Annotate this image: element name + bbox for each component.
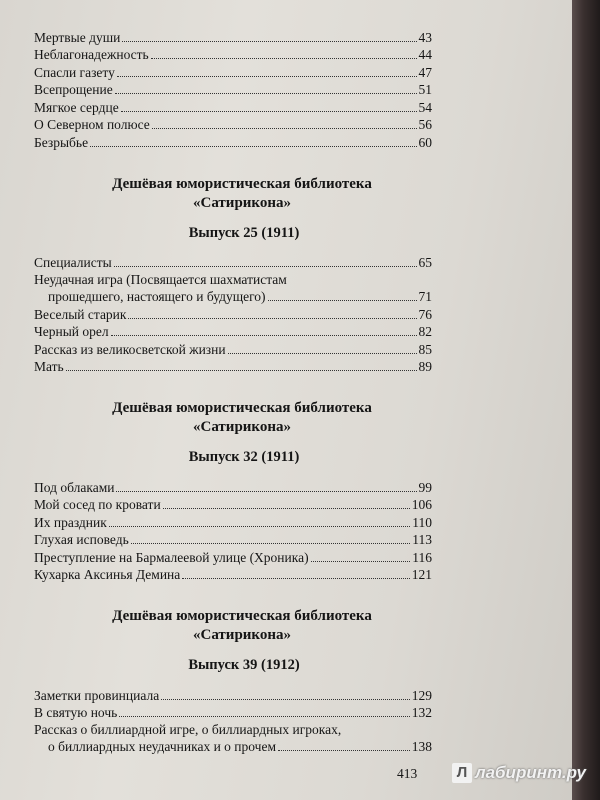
page-number: 413: [397, 766, 418, 781]
labirint-logo-icon: Л: [452, 763, 472, 783]
toc-entry: Всепрощение 51: [34, 82, 432, 97]
toc-entry: Заметки провинциала 129: [34, 687, 432, 703]
toc-section-continued: [34, 28, 432, 151]
table-of-contents: [34, 28, 432, 755]
toc-section-issue-25: [34, 175, 432, 376]
watermark-text: лабиринт.ру: [475, 763, 586, 782]
toc-entry: Рассказ из великосветской жизни 85: [34, 341, 432, 357]
toc-entry: Мертвые души 43: [34, 29, 432, 45]
toc-entry: Мать 89: [34, 359, 432, 374]
toc-section-issue-32: [34, 399, 432, 583]
book-spine: [572, 0, 600, 800]
toc-entry: Мягкое сердце 54: [34, 99, 432, 115]
toc-entry: Мой сосед по кровати 106: [34, 497, 432, 512]
section-heading: Дешёвая юмористическая библиотека «Сатирикона»: [112, 400, 372, 435]
issue-heading: Выпуск 32 (1911): [188, 449, 300, 465]
toc-entry: Черный орел 82: [34, 324, 432, 339]
toc-entry: Неудачная игра (Посвящается шахматистам прошедшего, настоящего и будущего) 71: [34, 272, 432, 304]
toc-entry: Безрыбье 60: [34, 134, 432, 150]
watermark: [452, 762, 586, 784]
toc-entry: Рассказ о биллиардной игре, о биллиардных игроках, о биллиардных неудачниках и о прочем 138: [34, 722, 432, 754]
issue-heading: Выпуск 39 (1912): [188, 657, 300, 673]
toc-entry: Глухая исповедь 113: [34, 532, 432, 547]
toc-entry: Под облаками 99: [34, 479, 432, 495]
toc-entry: Специалисты 65: [34, 255, 432, 270]
section-heading: Дешёвая юмористическая библиотека «Сатирикона»: [112, 608, 372, 643]
toc-entry: Преступление на Бармалеевой улице (Хроника) 116: [34, 549, 432, 565]
toc-section-issue-39: [34, 607, 432, 755]
toc-entry: В святую ночь 132: [34, 705, 432, 720]
toc-entry: Спасли газету 47: [34, 64, 432, 80]
toc-entry: О Северном полюсе 56: [34, 117, 432, 132]
toc-entry: Веселый старик 76: [34, 306, 432, 322]
toc-entry: Неблагонадежность 44: [34, 47, 432, 62]
issue-heading: Выпуск 25 (1911): [188, 224, 300, 241]
toc-entry: Их праздник 110: [34, 514, 432, 530]
toc-entry: Кухарка Аксинья Демина 121: [34, 567, 432, 582]
section-heading: Дешёвая юмористическая библиотека «Сатирикона»: [112, 175, 372, 211]
